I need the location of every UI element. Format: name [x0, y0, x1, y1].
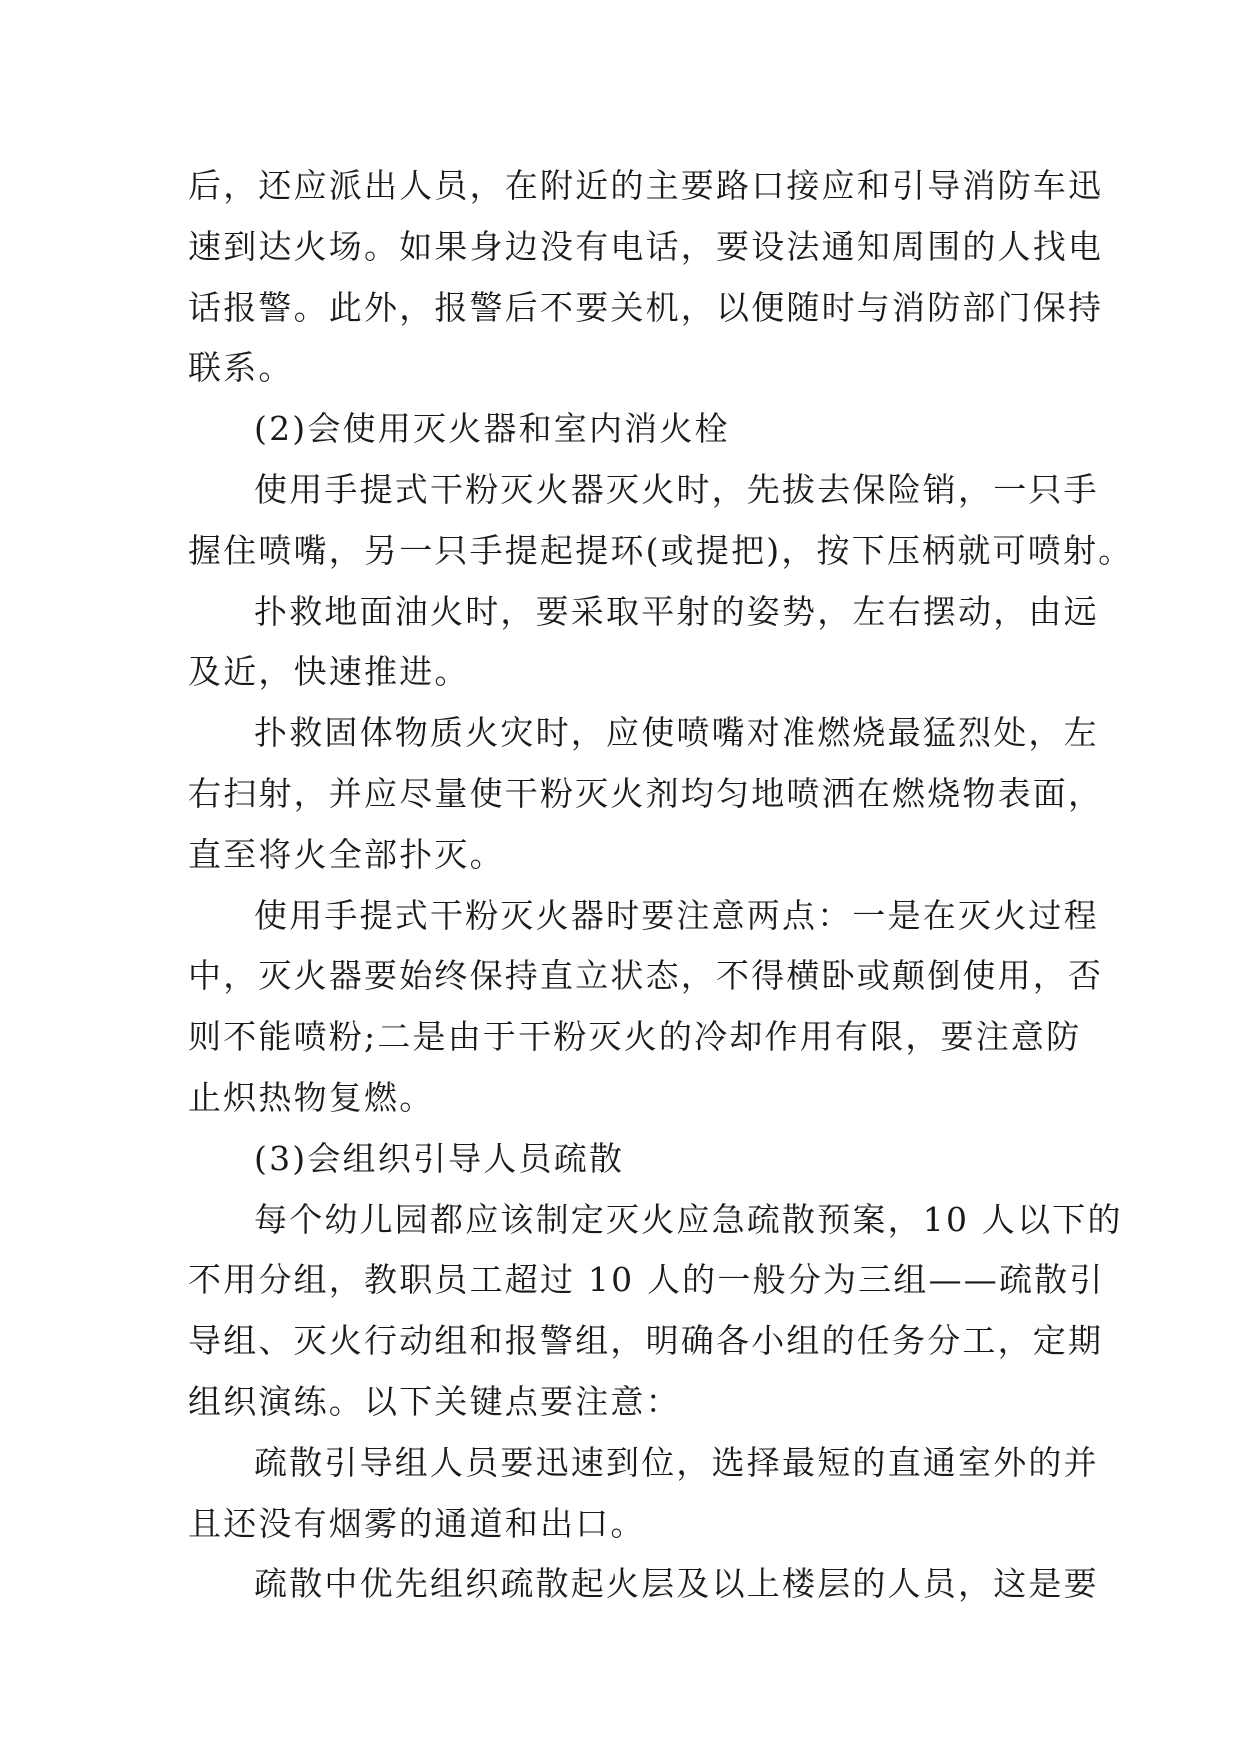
text-line: 联系。: [188, 348, 294, 388]
text-line: 每个幼儿园都应该制定灭火应急疏散预案，10 人以下的: [254, 1199, 1123, 1239]
text-line: 疏散中优先组织疏散起火层及以上楼层的人员，这是要: [254, 1564, 1099, 1604]
text-line: 后，还应派出人员，在附近的主要路口接应和引导消防车迅: [188, 166, 1104, 205]
text-line: 使用手提式干粉灭火器时要注意两点：一是在灭火过程: [254, 895, 1099, 935]
text-line: 中，灭火器要始终保持直立状态，不得横卧或颠倒使用，否: [188, 956, 1104, 996]
text-line: 使用手提式干粉灭火器灭火时，先拔去保险销，一只手: [254, 469, 1099, 509]
body-text: [188, 156, 1134, 1615]
text-line: 导组、灭火行动组和报警组，明确各小组的任务分工，定期: [188, 1321, 1104, 1361]
text-line: 速到达火场。如果身边没有电话，要设法通知周围的人找电: [188, 226, 1104, 266]
text-line: 扑救地面油火时，要采取平射的姿势，左右摆动，由远: [254, 591, 1099, 631]
text-line: 直至将火全部扑灭。: [188, 834, 505, 874]
text-line: 则不能喷粉;二是由于干粉灭火的冷却作用有限，要注意防: [188, 1017, 1082, 1057]
section-heading: (2)会使用灭火器和室内消火栓: [254, 409, 730, 449]
text-line: 及近，快速推进。: [188, 652, 470, 692]
text-line: 且还没有烟雾的通道和出口。: [188, 1503, 646, 1543]
text-line: 止炽热物复燃。: [188, 1077, 435, 1117]
section-heading: (3)会组织引导人员疏散: [254, 1138, 625, 1178]
text-line: 话报警。此外，报警后不要关机，以便随时与消防部门保持: [188, 287, 1104, 327]
text-line: 扑救固体物质火灾时，应使喷嘴对准燃烧最猛烈处，左: [254, 713, 1099, 753]
text-line: 右扫射，并应尽量使干粉灭火剂均匀地喷洒在燃烧物表面，: [188, 773, 1104, 813]
text-line: 握住喷嘴，另一只手提起提环(或提把)，按下压柄就可喷射。: [188, 530, 1134, 570]
text-line: 疏散引导组人员要迅速到位，选择最短的直通室外的并: [254, 1442, 1099, 1482]
text-line: 不用分组，教职员工超过 10 人的一般分为三组——疏散引: [188, 1260, 1105, 1300]
text-line: 组织演练。以下关键点要注意：: [188, 1381, 681, 1421]
